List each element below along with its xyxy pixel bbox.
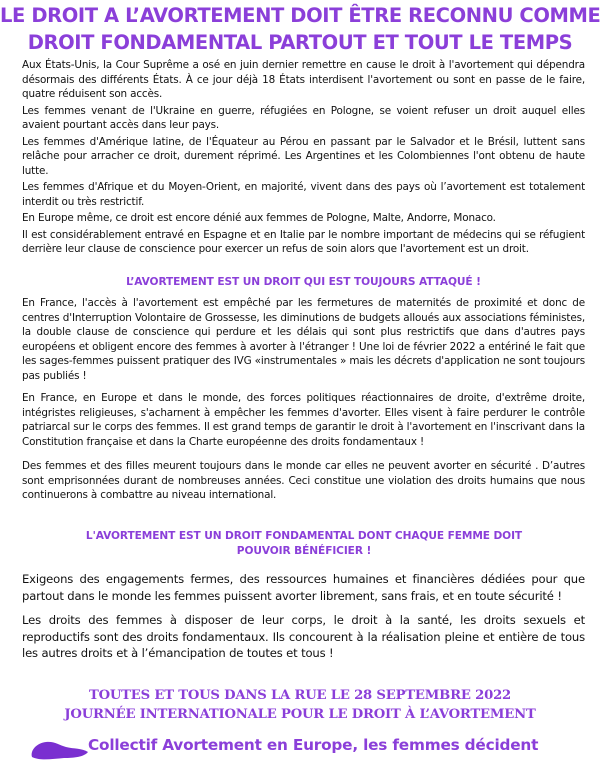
paragraph-ukraine: Les femmes venant de l'Ukraine en guerre, réfugiées en Pologne, se voient refuser un droit auquel elles avaient pourtant accès dans leur pays. bbox=[22, 104, 585, 131]
slogan-line-1: TOUTES ET TOUS DANS LA RUE LE 28 SEPTEMBRE 2022 bbox=[88, 688, 512, 703]
france-section bbox=[22, 296, 585, 505]
paragraph-africa-middle-east: Les femmes d'Afrique et du Moyen-Orient, en majorité, vivent dans des pays où l’avortement est totalement interdit ou très restrictif. bbox=[22, 181, 585, 208]
paragraph-latin-america: Les femmes d'Amérique latine, de l'Équateur au Pérou en passant par le Salvador et le Brésil, luttent sans relâche pour arracher ce droit, durement réprimé. Les Argentines et les Colombiennes l'ont obtenu de haute lutte. bbox=[22, 135, 585, 177]
demands-section bbox=[22, 571, 585, 670]
paragraph-europe: En Europe même, ce droit est encore dénié aux femmes de Pologne, Malte, Andorre, Monaco. bbox=[22, 212, 496, 224]
footer bbox=[0, 733, 600, 760]
slogan-line-2: JOURNÉE INTERNATIONALE POUR LE DROIT À L’AVORTEMENT bbox=[64, 707, 536, 722]
paragraph-women-die: Des femmes et des filles meurent toujours dans le monde car elles ne peuvent avorter en sécurité . D’autres sont emprisonnées durant de nombreuses années. Ceci constitue une violation des droits humains que nous continuerons à combattre au niveau international. bbox=[22, 460, 585, 501]
page-title-line-2: DROIT FONDAMENTAL PARTOUT ET TOUT LE TEMPS bbox=[27, 31, 573, 54]
paragraph-demands: Exigeons des engagements fermes, des ressources humaines et financières dédiées pour que partout dans le monde les femmes puissent avorter librement, sans frais, et en toute sécurité ! bbox=[22, 572, 585, 603]
paragraph-rights: Les droits des femmes à disposer de leur corps, le droit à la santé, les droits sexuels et reproductifs sont des droits fondamentaux. Ils concourent à la réalisation pleine et entière de tous les autres droits et à l’émancipation de toutes et tous ! bbox=[22, 613, 585, 660]
collective-logo-icon bbox=[28, 737, 90, 761]
paragraph-usa: Aux États-Unis, la Cour Suprême a osé en juin dernier remettre en cause le droit à l'avortement qui dépendra désormais des différents États. À ce jour déjà 18 États interdisent l'avortement ou sont en passe de le faire, quatre réduisent son accès. bbox=[22, 59, 585, 100]
paragraph-spain-italy: Il est considérablement entravé en Espagne et en Italie par le nombre important de médecins qui se réfugient derrière leur clause de conscience pour exercer un refus de soin alors que l'avortement est un droit. bbox=[22, 228, 585, 255]
intro-section bbox=[22, 58, 585, 259]
section-heading-attacked: L’AVORTEMENT EST UN DROIT QUI EST TOUJOURS ATTAQUÉ ! bbox=[126, 276, 481, 288]
page-title-line-1: LE DROIT A L’AVORTEMENT DOIT ÊTRE RECONNU COMME bbox=[0, 4, 600, 27]
collective-name: Collectif Avortement en Europe, les femmes décident bbox=[88, 736, 539, 754]
section-heading-fundamental: L'AVORTEMENT EST UN DROIT FONDAMENTAL DONT CHAQUE FEMME DOIT POUVOIR BÉNÉFICIER ! bbox=[85, 530, 523, 557]
paragraph-reactionary-forces: En France, en Europe et dans le monde, des forces politiques réactionnaires de droite, d'extrême droite, intégristes religieuses, s'acharnent à empêcher les femmes d'avorter. Elles visent à faire perdurer le contrôle patriarcal sur le corps des femmes. Il est grand temps de garantir le droit à l'avortement en l'inscrivant dans la Constitution française et dans la Charte européenne des droits fondamentaux ! bbox=[22, 392, 585, 448]
paragraph-france-access: En France, l'accès à l'avortement est empêché par les fermetures de maternités de proximité et donc de centres d'Interruption Volontaire de Grossesse, les diminutions de budgets alloués aux associations féministes, la double clause de conscience qui perdure et les délais qui sont plus restrictifs que dans d'autres pays européens et obligent encore des femmes à avorter à l'étranger ! Une loi de février 2022 a entériné le fait que les sages-femmes puissent pratiquer des IVG «instrumentales » mais les décrets d'application ne sont toujours pas publiés ! bbox=[22, 297, 585, 382]
